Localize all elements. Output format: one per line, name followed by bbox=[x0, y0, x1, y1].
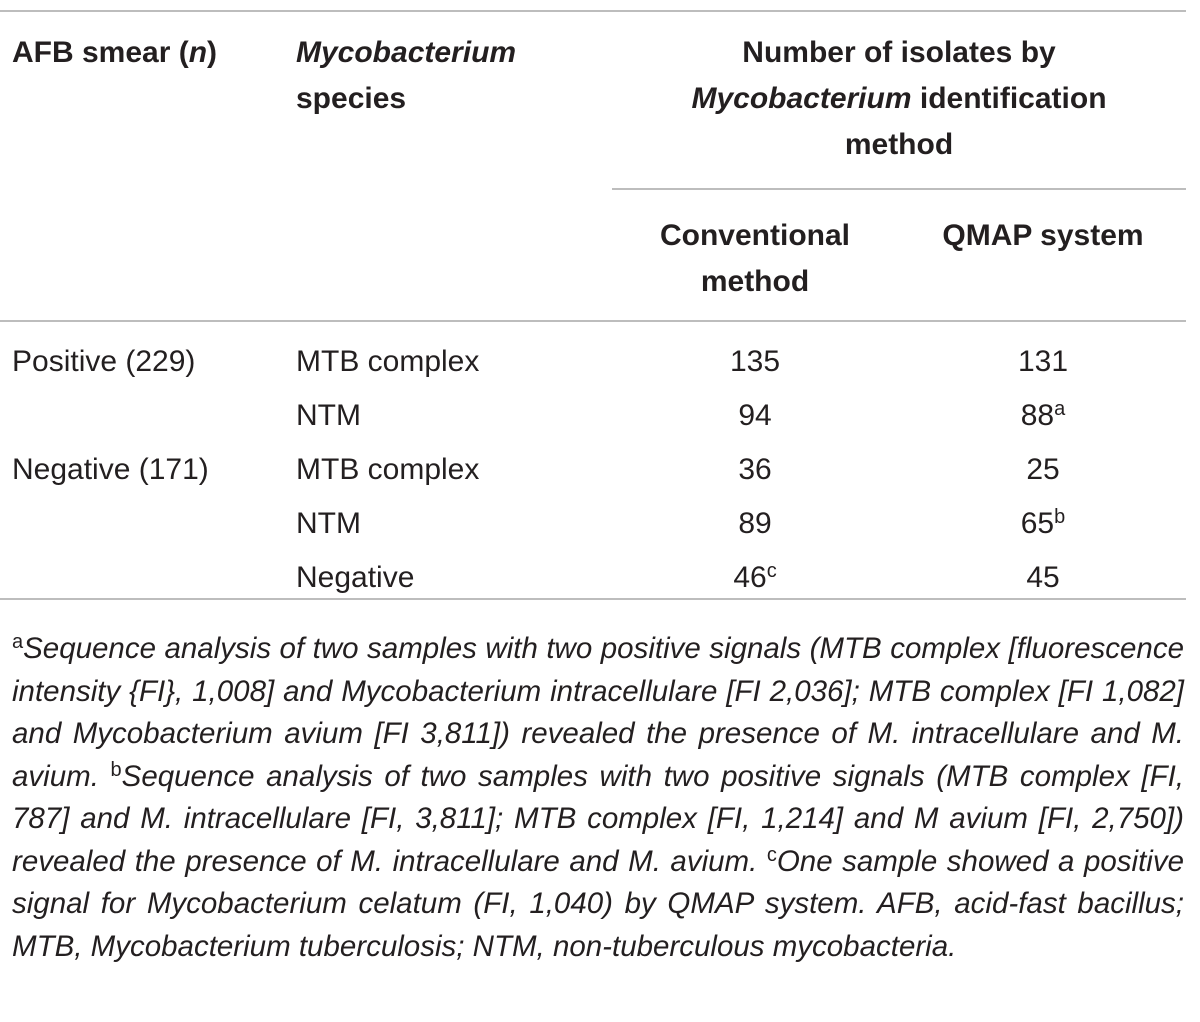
cell-species: Negative bbox=[296, 561, 415, 594]
cell-species: NTM bbox=[296, 399, 361, 432]
cell-species: MTB complex bbox=[296, 345, 480, 378]
header-conventional: Conventional method bbox=[659, 219, 850, 298]
cell-afb-smear: Negative (171) bbox=[12, 453, 209, 486]
header-group-rule bbox=[612, 188, 1186, 190]
table-top-rule bbox=[0, 10, 1186, 12]
header-species: Mycobacterium species bbox=[296, 36, 517, 115]
header-afb-smear: AFB smear (n) bbox=[12, 36, 218, 69]
cell-afb-smear: Positive (229) bbox=[12, 345, 196, 378]
footnote-b: Sequence analysis of two samples with two positive signals (MTB complex [FI, 787] and M. intracellulare [FI, 3,811]; MTB complex [FI, 1,214] and M avium [FI, 2,750]) revealed the presence of M. intracellulare and M. avium. bbox=[12, 759, 1184, 878]
footnote-b-mark: b bbox=[110, 758, 122, 781]
cell-conventional-count: 135 bbox=[729, 345, 781, 378]
header-bottom-rule bbox=[0, 320, 1186, 322]
cell-qmap-count: 65$^b$ bbox=[1020, 506, 1066, 540]
cell-conventional-count: 94 bbox=[738, 399, 772, 432]
cell-qmap-count: 88$^a$ bbox=[1020, 398, 1066, 432]
footnote-c: One sample showed a positive signal for Mycobacterium celatum (FI, 1,040) by QMAP system. AFB, acid-fast bacillus; MTB, Mycobacterium tuberculosis; NTM, non-tuberculous mycobacteria. bbox=[12, 844, 1184, 963]
cell-species: NTM bbox=[296, 507, 361, 540]
table-footnotes bbox=[12, 628, 1184, 968]
cell-conventional-count: 46$^c$ bbox=[733, 560, 777, 594]
footnote-a: Sequence analysis of two samples with two positive signals (MTB complex [fluorescence intensity {FI}, 1,008] and Mycobacterium intracellulare [FI 2,036]; MTB complex [FI 1,082] and Mycobacterium avium [FI 3,811]) revealed the presence of M. intracellulare and M. avium. bbox=[12, 632, 1184, 793]
cell-qmap-count: 45 bbox=[1026, 561, 1060, 594]
table-bottom-rule bbox=[0, 598, 1186, 600]
footnote-c-mark: c bbox=[766, 843, 777, 866]
cell-qmap-count: 131 bbox=[1017, 345, 1069, 378]
header-qmap: QMAP system bbox=[942, 219, 1144, 252]
cell-species: MTB complex bbox=[296, 453, 480, 486]
header-group: Number of isolates by Mycobacterium identification method bbox=[691, 36, 1107, 161]
cell-conventional-count: 89 bbox=[738, 507, 772, 540]
cell-conventional-count: 36 bbox=[738, 453, 772, 486]
footnote-a-mark: a bbox=[12, 631, 24, 653]
cell-qmap-count: 25 bbox=[1026, 453, 1060, 486]
